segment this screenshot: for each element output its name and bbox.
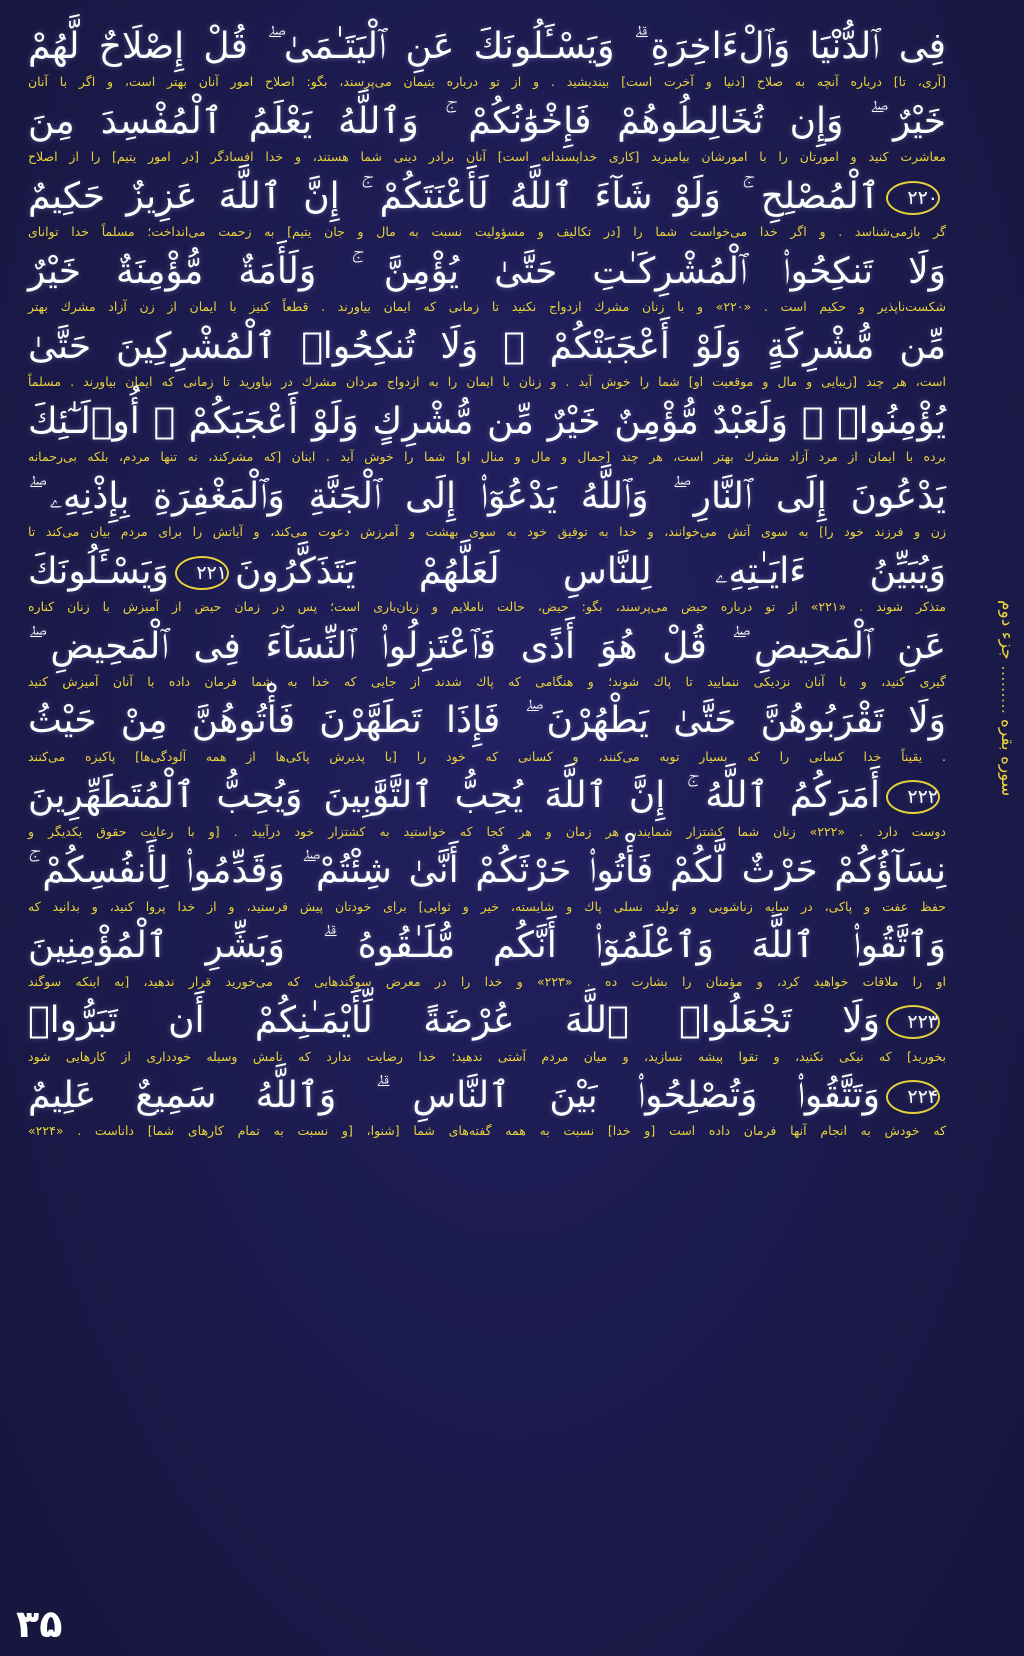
- arabic-line: [28, 767, 946, 825]
- arabic-text: وَلَا تَجْعَلُوا۟ ٱللَّهَ عُرْضَةً لِّأَيْمَـٰنِكُمْ أَن تَبَرُّوا۟: [28, 1000, 880, 1042]
- arabic-line: [28, 1067, 946, 1125]
- ayah-marker-220: ۲۲۰: [886, 181, 940, 215]
- translation-line: زن و فرزند خود را] به سوى آتش مى‌خوانند، و خدا به توفيق خود به سوى بهشت و آمرزش دعوت مى‌كند، و آياتش را براى مردم بيان مى‌كند تا: [28, 523, 946, 539]
- arabic-line: [28, 992, 946, 1050]
- arabic-line: فِى ٱلدُّنْيَا وَٱلْءَاخِرَةِ ۗ وَيَسْـَٔلُونَكَ عَنِ ٱلْيَتَـٰمَىٰ ۖ قُلْ إِصْلَاحٌ لَّهُمْ: [28, 26, 946, 67]
- ayah-marker-223: ۲۲۳: [886, 1005, 940, 1039]
- arabic-text: وَتَتَّقُوا۟ وَتُصْلِحُوا۟ بَيْنَ ٱلنَّاسِ ۗ وَٱللَّهُ سَمِيعٌ عَلِيمٌ: [28, 1075, 880, 1117]
- arabic-line: خَيْرٌ ۖ وَإِن تُخَالِطُوهُمْ فَإِخْوَٰنُكُمْ ۚ وَٱللَّهُ يَعْلَمُ ٱلْمُفْسِدَ مِنَ: [28, 100, 946, 142]
- ayah-line: [28, 543, 946, 615]
- ayah-line: [28, 917, 946, 989]
- arabic-text-tail: وَيَسْـَٔلُونَكَ: [28, 550, 169, 592]
- arabic-line: وَلَا تَنكِحُوا۟ ٱلْمُشْرِكَـٰتِ حَتَّىٰ يُؤْمِنَّ ۚ وَلَأَمَةٌ مُّؤْمِنَةٌ خَيْرٌ: [28, 250, 946, 292]
- arabic-line: وَلَا تَقْرَبُوهُنَّ حَتَّىٰ يَطْهُرْنَ ۖ فَإِذَا تَطَهَّرْنَ فَأْتُوهُنَّ مِنْ حَيْثُ: [28, 700, 946, 742]
- translation-line: گر بازمى‌شناسد . و اگر خدا مى‌خواست شما را [در تكاليف و مسؤوليت نسبت به مال و جان يتيم] به زحمت مى‌انداخت؛ مسلماً خدا توانا‌ى: [28, 224, 946, 240]
- ayah-line: [28, 93, 946, 165]
- surah-juz-side-label: [958, 600, 1016, 796]
- translation-line: بخوريد] كه نيكى نكنيد، و تقوا پيشه نسازيد، و ميان مردم آشتى ندهيد؛ خدا رضايت ندارد كه نامش وسيله خوددارى از كارهايى شود: [28, 1048, 946, 1064]
- ayah-line: [28, 168, 946, 240]
- arabic-line: [28, 543, 946, 601]
- arabic-line: [28, 168, 946, 226]
- translation-line: برده با ايمان از مرد آزاد مشرك بهتر است، هر چند [جمال و مال و منال او] شما را خوش آيد . اينان [كه مشركند، نه تنها مردم، بلكه بى‌رحمانه: [28, 449, 946, 464]
- ayah-line: [28, 468, 946, 540]
- arabic-line: عَنِ ٱلْمَحِيضِ ۖ قُلْ هُوَ أَذًى فَٱعْتَزِلُوا۟ ٱلنِّسَآءَ فِى ٱلْمَحِيضِ ۖ: [28, 625, 946, 667]
- ayah-marker-224: ۲۲۴: [886, 1080, 940, 1114]
- arabic-line: مِّن مُّشْرِكَةٍ وَلَوْ أَعْجَبَتْكُمْ ۗ وَلَا تُنكِحُوا۟ ٱلْمُشْرِكِينَ حَتَّىٰ: [28, 325, 946, 367]
- translation-line: او را ملاقات خواهيد كرد، و مؤمنان را بشارت ده . «۲۲۳» و خدا را در معرض سوگندهايى كه مى‌خوريد قرار ندهيد، [به اينكه سوگند: [28, 973, 946, 989]
- arabic-text: وَيُبَيِّنُ ءَايَـٰتِهِۦ لِلنَّاسِ لَعَلَّهُمْ يَتَذَكَّرُونَ: [234, 550, 946, 592]
- ayah-line: [28, 992, 946, 1064]
- translation-line: متذكر شوند . «۲۲۱» از تو درباره حيض مى‌پرسند، بگو: حيض، حالت ناملايم و زيان‌بارى است؛ پس در زمان حيض از آميزش با زنان كناره: [28, 598, 946, 614]
- arabic-line: نِسَآؤُكُمْ حَرْثٌ لَّكُمْ فَأْتُوا۟ حَرْثَكُمْ أَنَّىٰ شِئْتُمْ ۖ وَقَدِّمُوا۟ لِأَنفُسِكُمْ ۚ: [28, 850, 946, 892]
- translation-line: . يقيناً خدا كسانى را كه بسيار توبه مى‌كنند، و كسانى كه خود را [با پذيرش پاكى‌ها از همه آلودگى‌ها] پاكيزه مى‌كنند: [28, 748, 946, 764]
- translation-line: حفظ عفت و پاكى، در سايه زناشويى و توليد نسلى پاك و شايسته، خير و ثوابى] براى خودتان پيش فرستيد، و از خدا پروا كنيد، و بدانيد كه: [28, 898, 946, 914]
- translation-line: [آرى، تا] درباره آنچه به صلاح [دنيا و آخرت است] بينديشيد . و از تو درباره يتيمان مى‌پرسند، بگو: اصلاح امور آنان بهتر است، و اگر با آنان: [28, 74, 946, 90]
- ayah-line: [28, 692, 946, 764]
- arabic-text: أَمَرَكُمُ ٱللَّهُ ۚ إِنَّ ٱللَّهَ يُحِبُّ ٱلتَّوَّٰبِينَ وَيُحِبُّ ٱلْمُتَطَهِّرِينَ: [28, 775, 880, 817]
- translation-line: است، هر چند [زيبايى و مال و موقعيت او] شما را خوش آيد . و زنان با ايمان را به ازدواج مردان مشرك در نياوريد تا زمانى كه ايمان بياورند . مسلماً: [28, 374, 946, 390]
- translation-line: گيرى كنيد، و با آنان نزديكى ننماييد تا پاك شوند؛ و هنگامى كه پاك شدند از جايى كه خدا به شما فرمان داده با آنان آميزش كنيد: [28, 673, 946, 689]
- ayah-line: [28, 842, 946, 914]
- translation-line: معاشرت كنيد و امورتان را با امورشان بياميزيد [كارى خداپسندانه است] آنان برادر دينى شما هستند، و خدا افسادگر [در امور يتيم] را از اصلاح: [28, 149, 946, 165]
- ayah-line: [28, 318, 946, 390]
- translation-line: شكست‌ناپذير و حكيم است . «۲۲۰» و با زنان مشرك ازدواج نكنيد تا زمانى كه ايمان بياورند . قطعاً كنيز با ايمان از زن آزاد مشرك بهتر: [28, 299, 946, 315]
- ayah-line: [28, 243, 946, 315]
- arabic-line: يُؤْمِنُوا۟ ۚ وَلَعَبْدٌ مُّؤْمِنٌ خَيْرٌ مِّن مُّشْرِكٍ وَلَوْ أَعْجَبَكُمْ ۗ أُو۟لَـٰٓئِكَ: [28, 400, 946, 442]
- ayah-marker-222: ۲۲۲: [886, 780, 940, 814]
- arabic-text: ٱلْمُصْلِحِ ۚ وَلَوْ شَآءَ ٱللَّهُ لَأَعْنَتَكُمْ ۚ إِنَّ ٱللَّهَ عَزِيزٌ حَكِيمٌ: [28, 175, 880, 217]
- arabic-line: يَدْعُونَ إِلَى ٱلنَّارِ ۖ وَٱللَّهُ يَدْعُوٓا۟ إِلَى ٱلْجَنَّةِ وَٱلْمَغْفِرَةِ بِإِذْنِهِۦ ۖ: [28, 475, 946, 517]
- page-number: ۳۵: [16, 1602, 63, 1646]
- ayah-marker-221: ۲۲۱: [175, 556, 229, 590]
- ayah-line: [28, 618, 946, 690]
- ayah-line: [28, 1067, 946, 1139]
- translation-line: دوست دارد . «۲۲۲» زنان شما كشتزار شمايند، هر زمان و هر كجا كه خواستيد به كشتزار خود درآييد . [و با رعايت حقوق يكديگر و: [28, 823, 946, 839]
- translation-line: كه خودش به انجام آنها فرمان داده است [و خدا] نسبت به همه گفته‌هاى شما [شنوا، [و نسبت به تمام كارهاى شما] داناست . «۲۲۴»: [28, 1123, 946, 1139]
- ayah-line: [28, 393, 946, 465]
- ayah-line: [28, 767, 946, 839]
- surah-label: سوره بقره: [997, 719, 1017, 797]
- juz-label: جزء دوم: [997, 600, 1017, 660]
- arabic-line: وَٱتَّقُوا۟ ٱللَّهَ وَٱعْلَمُوٓا۟ أَنَّكُم مُّلَـٰقُوهُ ۗ وَبَشِّرِ ٱلْمُؤْمِنِينَ: [28, 925, 946, 967]
- ayah-line: [28, 18, 946, 90]
- label-separator: .........: [997, 659, 1017, 714]
- quran-text-column: [28, 18, 946, 1640]
